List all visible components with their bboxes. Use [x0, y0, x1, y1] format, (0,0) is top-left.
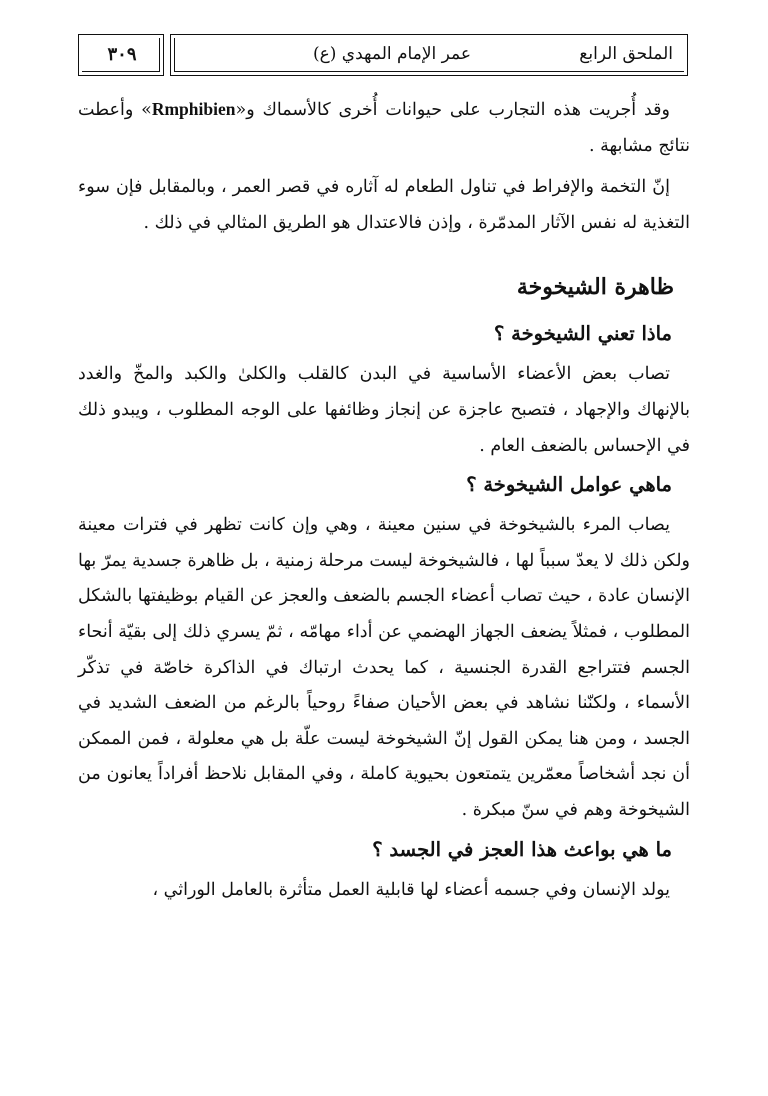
- page-number-frame: [78, 34, 164, 76]
- section-title: ظاهرة الشيخوخة: [516, 274, 674, 301]
- intro-paragraph-2: إنّ التخمة والإفراط في تناول الطعام له آثاره في قصر العمر ، وبالمقابل فإن سوء التغذية له نفس الآثار المدمّرة ، وإذن فالاعتدال هو الطريق المثالي في ذلك .: [78, 177, 690, 233]
- answer-paragraph-2: يصاب المرء بالشيخوخة في سنين معينة ، وهي وإن كانت تظهر في فترات معينة ولكن ذلك لا يعدّ سبباً لها ، فالشيخوخة ليست مرحلة زمنية ، بل ظاهرة جسدية يمرّ بها الإنسان عادة ، حيث تصاب أعضاء الجسم بالضعف والعجز عن القيام بوظيفتها بالشكل المطلوب ، فمثلاً يضعف الجهاز الهضمي عن أداء مهامّه ، ثمّ يسري ذلك إلى بقيّة أنحاء الجسم فتتراجع القدرة الجنسية ، كما يحدث ارتباك في الذاكرة خاصّة في تذكّر الأسماء ، ولكنّنا نشاهد في بعض الأحيان صفاءً روحياً بالرغم من الضعف الشديد في الجسد ، ومن هنا يمكن القول إنّ الشيخوخة ليست علّة بل هي معلولة ، فمن الممكن أن نجد أشخاصاً معمّرين يتمتعون بحيوية كاملة ، وفي المقابل نلاحظ أفراداً يعانون من الشيخوخة وهم في سنّ مبكرة .: [78, 515, 690, 820]
- intro-paragraph-1: [78, 92, 690, 164]
- book-title: عمر الإمام المهدي (ع): [313, 44, 471, 64]
- intro-text-after: » وأعطت نتائج مشابهة .: [78, 100, 690, 156]
- page-number: ٣٠٩: [107, 44, 137, 65]
- chapter-label: الملحق الرابع: [579, 44, 673, 64]
- answer-paragraph-1: تصاب بعض الأعضاء الأساسية في البدن كالقلب والكلىٰ والكبد والمخّ والغدد بالإنهاك والإجهاد ، فتصبح عاجزة عن إنجاز وظائفها على الوجه المطلوب ، ويبدو ذلك في الإحساس بالضعف العام .: [78, 364, 690, 456]
- header-title-frame: [170, 34, 688, 76]
- intro-text-before: وقد أُجريت هذه التجارب على حيوانات أُخرى كالأسماك و«: [235, 100, 670, 120]
- latin-term: Rmphibien: [151, 99, 236, 119]
- answer-paragraph-3: يولد الإنسان وفي جسمه أعضاء لها قابلية العمل متأثرة بالعامل الوراثي ،: [152, 879, 670, 900]
- question-heading-1: ماذا تعني الشيخوخة ؟: [494, 322, 672, 346]
- running-header: [78, 34, 688, 80]
- question-heading-3: ما هي بواعث هذا العجز في الجسد ؟: [372, 837, 672, 861]
- page-body: [78, 92, 690, 908]
- question-heading-2: ماهي عوامل الشيخوخة ؟: [466, 473, 672, 497]
